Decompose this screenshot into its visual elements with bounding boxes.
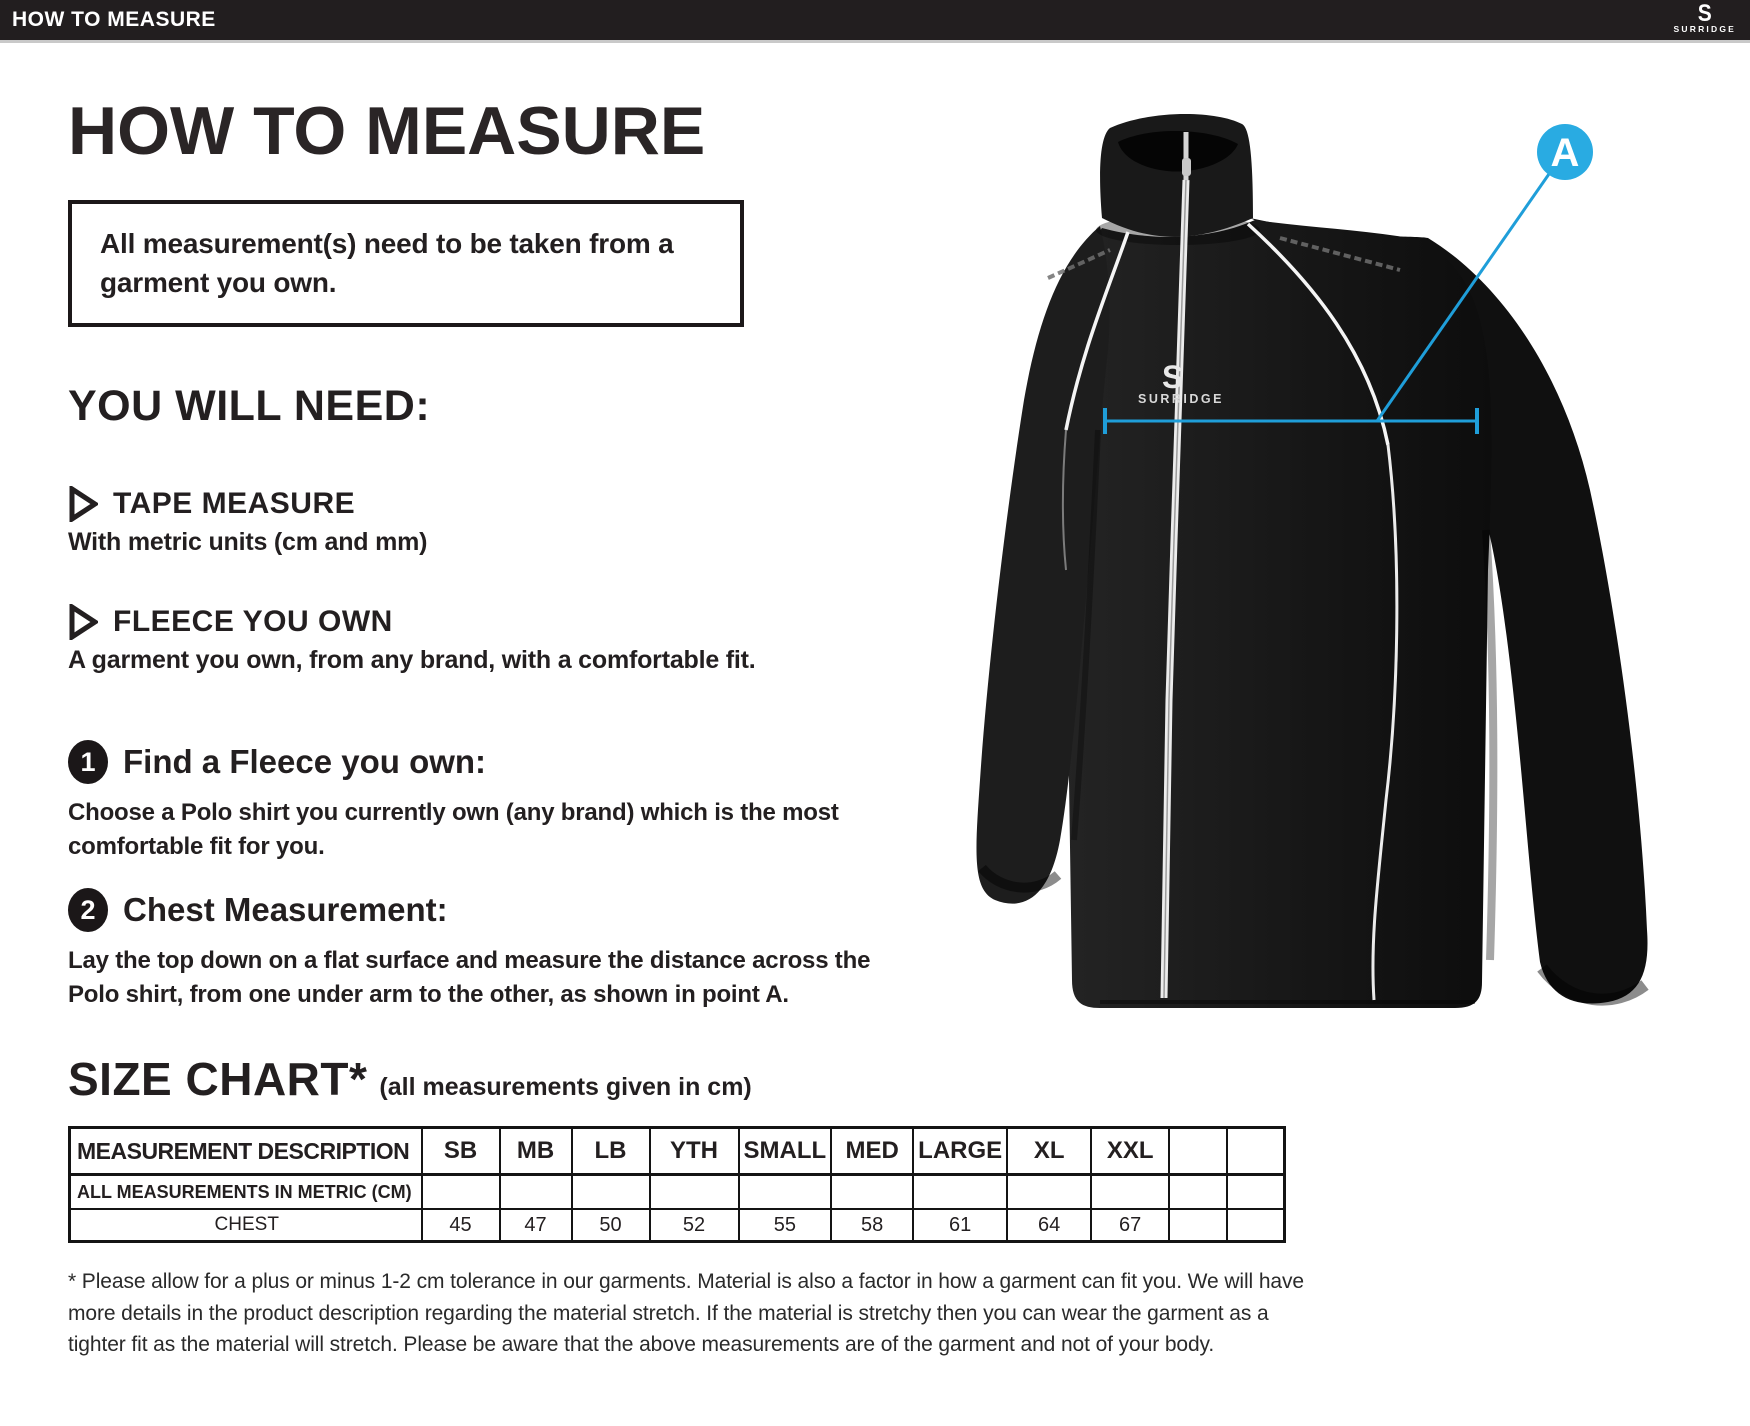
cell-value: 64	[1007, 1209, 1091, 1242]
step-2-number-badge: 2	[68, 888, 108, 932]
fleece-jacket-image	[950, 100, 1710, 1020]
need-item-label: FLEECE YOU OWN	[113, 605, 393, 638]
zipper-pull	[1182, 158, 1191, 176]
point-a-marker	[1537, 124, 1593, 180]
cell-value: 45	[422, 1209, 500, 1242]
step-title: Chest Measurement:	[123, 891, 448, 928]
cell-value: 58	[831, 1209, 913, 1242]
jacket-torso	[1059, 220, 1491, 1008]
need-item-description: With metric units (cm and mm)	[68, 528, 428, 556]
garment-logo-text: SURRIDGE	[1138, 392, 1224, 406]
column-header: XL	[1007, 1128, 1091, 1175]
column-header: MEASUREMENT DESCRIPTION	[70, 1128, 422, 1175]
top-bar	[0, 0, 1750, 40]
size-chart-table	[68, 1126, 1286, 1243]
cell-value	[500, 1175, 572, 1210]
column-header: SB	[422, 1128, 500, 1175]
step-description: Choose a Polo shirt you currently own (any brand) which is the most comfortable fit for you.	[68, 799, 839, 860]
cell-value	[739, 1175, 832, 1210]
notice-box	[68, 200, 744, 327]
need-item-description: A garment you own, from any brand, with a comfortable fit.	[68, 646, 756, 674]
cell-value: 61	[913, 1209, 1007, 1242]
cell-value: 47	[500, 1209, 572, 1242]
cell-value	[1227, 1175, 1284, 1210]
row-label: CHEST	[70, 1209, 422, 1242]
column-header: MB	[500, 1128, 572, 1175]
cell-value	[1169, 1209, 1227, 1242]
cell-value	[1091, 1175, 1169, 1210]
cell-value	[1007, 1175, 1091, 1210]
column-header	[1227, 1128, 1284, 1175]
cell-value	[831, 1175, 913, 1210]
surridge-logo-text: SURRIDGE	[1673, 24, 1736, 35]
table-row-metric-note	[70, 1175, 1285, 1210]
size-chart-subtitle: (all measurements given in cm)	[379, 1073, 752, 1101]
footnote: * Please allow for a plus or minus 1-2 cm tolerance in our garments. Material is also a factor in how a garment can fit you. We will have more details in the product description regarding the material stretch. If the material is stretchy then you can wear the garment as a tighter fit as the material will stretch. Please be aware that the above measurements are of the garment and not of your body.	[68, 1270, 1304, 1356]
cell-value	[650, 1175, 739, 1210]
size-chart-heading	[68, 1052, 752, 1106]
play-triangle-icon	[68, 604, 98, 640]
point-a-label: A	[1550, 131, 1580, 175]
you-will-need-heading: YOU WILL NEED:	[68, 382, 431, 430]
column-header: LARGE	[913, 1128, 1007, 1175]
row-label: ALL MEASUREMENTS IN METRIC (CM)	[70, 1175, 422, 1210]
size-chart-title: SIZE CHART*	[68, 1053, 368, 1105]
need-item-tape-measure	[68, 486, 427, 557]
cell-value	[913, 1175, 1007, 1210]
surridge-logo	[1674, 0, 1736, 40]
play-triangle-icon	[68, 486, 98, 522]
garment-logo-mark: S	[1162, 359, 1184, 395]
step-2	[68, 888, 923, 1011]
cell-value	[1227, 1209, 1284, 1242]
notice-text: All measurement(s) need to be taken from a garment you own.	[100, 228, 674, 298]
need-item-fleece	[68, 604, 756, 675]
table-header-row	[70, 1128, 1285, 1175]
step-1-number-badge: 1	[68, 740, 108, 784]
page-title: HOW TO MEASURE	[68, 93, 706, 169]
column-header: SMALL	[739, 1128, 832, 1175]
column-header: MED	[831, 1128, 913, 1175]
column-header	[1169, 1128, 1227, 1175]
cell-value: 50	[572, 1209, 650, 1242]
cell-value: 52	[650, 1209, 739, 1242]
column-header: LB	[572, 1128, 650, 1175]
column-header: YTH	[650, 1128, 739, 1175]
cell-value	[1169, 1175, 1227, 1210]
cell-value	[422, 1175, 500, 1210]
top-bar-divider	[0, 40, 1750, 43]
step-title: Find a Fleece you own:	[123, 743, 487, 780]
step-description: Lay the top down on a flat surface and measure the distance across the Polo shirt, from one under arm to the other, as shown in point A.	[68, 947, 871, 1008]
cell-value: 55	[739, 1209, 832, 1242]
jacket-illustration	[950, 100, 1710, 1025]
top-bar-title: HOW TO MEASURE	[12, 8, 216, 31]
surridge-logo-mark-icon: S	[1697, 0, 1712, 27]
table-row-chest	[70, 1209, 1285, 1242]
column-header: XXL	[1091, 1128, 1169, 1175]
need-item-label: TAPE MEASURE	[113, 487, 356, 520]
cell-value	[572, 1175, 650, 1210]
cell-value: 67	[1091, 1209, 1169, 1242]
step-1	[68, 740, 923, 863]
